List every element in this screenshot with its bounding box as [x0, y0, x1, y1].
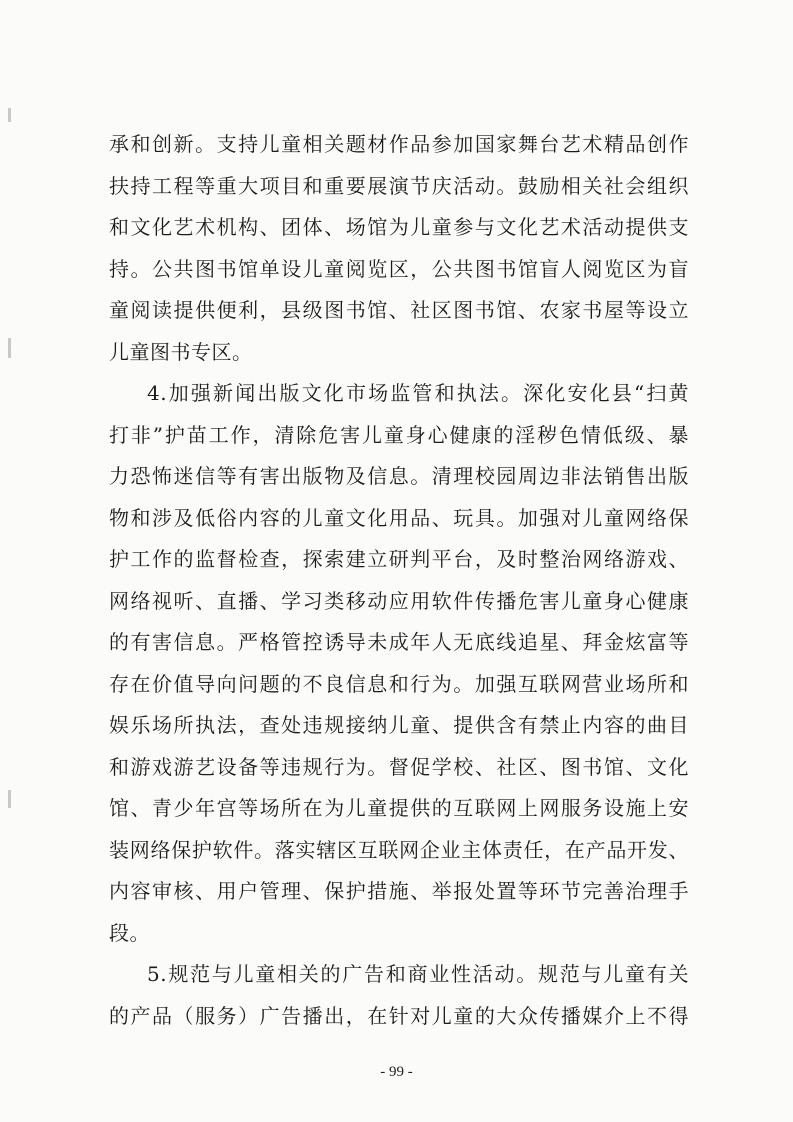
text-line: 护工作的监督检查，探索建立研判平台，及时整治网络游戏、 [109, 547, 689, 571]
text-line: 娱乐场所执法，查处违规接纳儿童、提供含有禁止内容的曲目 [109, 713, 689, 737]
scan-artifact [8, 108, 11, 122]
text-line: 打非”护苗工作，清除危害儿童身心健康的淫秽色情低级、暴 [109, 422, 689, 447]
scan-artifact [8, 338, 11, 358]
text-line: 儿童图书专区。 [109, 339, 253, 364]
text-line: 段。 [109, 920, 150, 945]
text-line: 和文化艺术机构、团体、场馆为儿童参与文化艺术活动提供支 [109, 215, 689, 239]
text-line: 力恐怖迷信等有害出版物及信息。清理校园周边非法销售出版 [109, 464, 689, 488]
text-line: 承和创新。支持儿童相关题材作品参加国家舞台艺术精品创作 [109, 132, 689, 156]
text-line: 童阅读提供便利，县级图书馆、社区图书馆、农家书屋等设立 [109, 298, 689, 322]
text-line: 4.加强新闻出版文化市场监管和执法。深化安化县“扫黄 [147, 381, 689, 405]
text-line: 物和涉及低俗内容的儿童文化用品、玩具。加强对儿童网络保 [109, 505, 689, 530]
text-line: 持。公共图书馆单设儿童阅览区，公共图书馆盲人阅览区为盲 [109, 256, 689, 281]
text-line: 的有害信息。严格管控诱导未成年人无底线追星、拜金炫富等 [109, 630, 689, 654]
text-line: 馆、青少年宫等场所在为儿童提供的互联网上网服务设施上安 [109, 796, 689, 820]
page-number: - 99 - [380, 1064, 413, 1080]
scan-artifact [8, 790, 11, 808]
text-line: 网络视听、直播、学习类移动应用软件传播危害儿童身心健康 [109, 588, 689, 613]
text-line: 5.规范与儿童相关的广告和商业性活动。规范与儿童有关 [147, 962, 689, 986]
text-line: 扶持工程等重大项目和重要展演节庆活动。鼓励相关社会组织 [109, 173, 689, 198]
text-line: 和游戏游艺设备等违规行为。督促学校、社区、图书馆、文化 [109, 754, 689, 779]
text-line: 装网络保护软件。落实辖区互联网企业主体责任，在产品开发、 [109, 837, 689, 862]
text-line: 的产品（服务）广告播出，在针对儿童的大众传播媒介上不得 [109, 1003, 689, 1028]
text-line: 存在价值导向问题的不良信息和行为。加强互联网营业场所和 [109, 671, 689, 696]
text-line: 内容审核、用户管理、保护措施、举报处置等环节完善治理手 [109, 879, 689, 903]
